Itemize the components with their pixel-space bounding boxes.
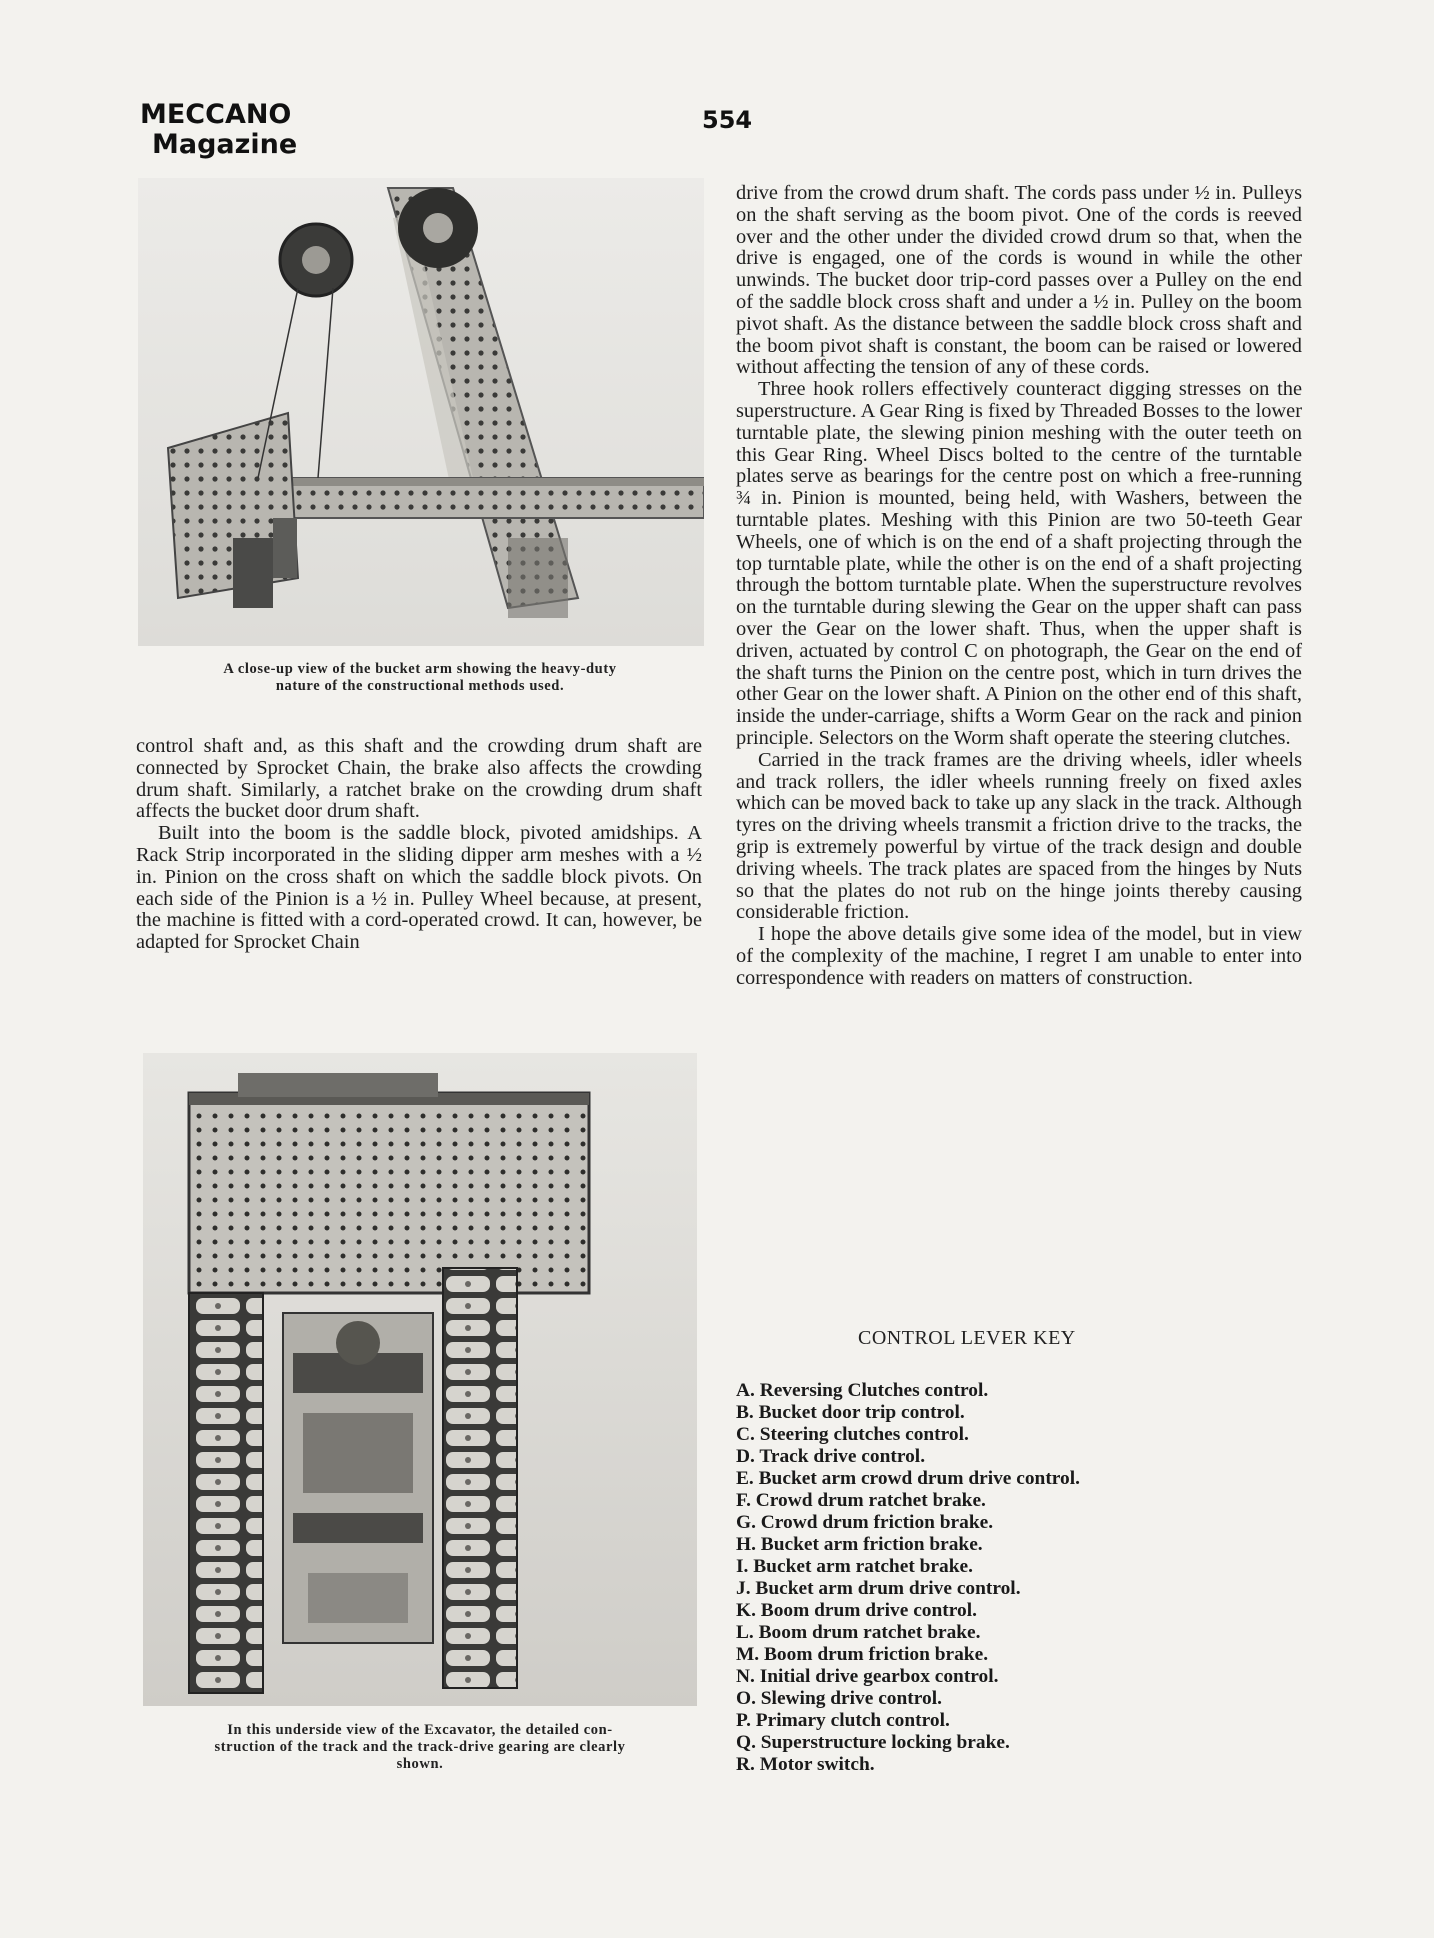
control-key-item: R. Motor switch. xyxy=(736,1754,875,1775)
paragraph: control shaft and, as this shaft and the crowding drum shaft are connected by Sprocket Chain, the brake also affects the crowding drum shaft. Similarly, a ratchet brake on the crowding drum shaft affects the bucket door drum shaft. xyxy=(136,735,702,823)
control-key-item: P. Primary clutch control. xyxy=(736,1710,950,1731)
bucket-arm-photo xyxy=(138,178,704,646)
caption-line: struction of the track and the track-drive gearing are clearly xyxy=(214,1739,626,1755)
caption-line: nature of the constructional methods used. xyxy=(275,678,565,694)
control-key-item: I. Bucket arm ratchet brake. xyxy=(736,1556,973,1577)
control-key-item: N. Initial drive gearbox control. xyxy=(736,1666,999,1687)
control-key-item: E. Bucket arm crowd drum drive control. xyxy=(736,1468,1080,1489)
control-key-item: C. Steering clutches control. xyxy=(736,1424,969,1445)
control-key-item: J. Bucket arm drum drive control. xyxy=(736,1578,1021,1599)
control-key-item: F. Crowd drum ratchet brake. xyxy=(736,1490,986,1511)
caption-line: A close-up view of the bucket arm showing the heavy-duty xyxy=(223,661,617,677)
control-key-item: K. Boom drum drive control. xyxy=(736,1600,977,1621)
masthead-subtitle: Magazine xyxy=(152,129,298,160)
paragraph: drive from the crowd drum shaft. The cords pass under ½ in. Pulleys on the shaft serving as the boom pivot. One of the cords is reeved over and the other under the divided crowd drum so that, when the drive is engaged, one of the cords is wound in while the other unwinds. The bucket door trip-cord passes over a Pulley on the end of the saddle block cross shaft and under a ½ in. Pulley on the boom pivot shaft. As the distance between the saddle block cross shaft and the boom pivot shaft is constant, the boom can be raised or lowered without affecting the tension of any of these cords. xyxy=(736,182,1302,379)
left-column xyxy=(136,736,702,954)
paragraph: Carried in the track frames are the driving wheels, idler wheels and track rollers, the idler wheels running freely on fixed axles which can be moved back to take up any slack in the track. Although tyres on the driving wheels transmit a friction drive to the tracks, the grip is extremely powerful by virtue of the track design and double driving wheels. The track plates are spaced from the hinges by Nuts so that the plates do not rub on the hinge joints thereby causing considerable friction. xyxy=(736,748,1302,924)
control-key-item: D. Track drive control. xyxy=(736,1446,926,1467)
paragraph: I hope the above details give some idea of the model, but in view of the complexity of the machine, I regret I am unable to enter into correspondence with readers on matters of construction. xyxy=(736,923,1302,989)
control-key-item: A. Reversing Clutches control. xyxy=(736,1380,989,1401)
caption-line: In this underside view of the Excavator, the detailed con- xyxy=(227,1722,613,1738)
caption-line: shown. xyxy=(396,1756,444,1772)
control-key-item: O. Slewing drive control. xyxy=(736,1688,942,1709)
right-column xyxy=(736,183,1302,989)
control-key-item: M. Boom drum friction brake. xyxy=(736,1644,989,1665)
control-key-title: CONTROL LEVER KEY xyxy=(858,1327,1076,1349)
paragraph: Three hook rollers effectively counteract digging stresses on the superstructure. A Gear Ring is fixed by Threaded Bosses to the lower turntable plate, the slewing pinion meshing with the outer teeth on this Gear Ring. Wheel Discs bolted to the centre of the turntable plates serve as bearings for the centre post on which a free-running ¾ in. Pinion is mounted, being held, with Washers, between the turntable plates. Meshing with this Pinion are two 50-teeth Gear Wheels, one of which is on the end of a shaft projecting through the top turntable plate, while the other is on the end of a shaft projecting through the bottom turntable plate. When the superstructure revolves on the turntable during slewing the Gear on the upper shaft can pass over the Gear on the lower shaft. Thus, when the upper shaft is driven, actuated by control C on photograph, the Gear on the end of the shaft turns the Pinion on the centre post, which in turn drives the other Gear on the lower shaft. A Pinion on the other end of this shaft, inside the under-carriage, shifts a Worm Gear on the rack and pinion principle. Selectors on the Worm shaft operate the steering clutches. xyxy=(736,378,1302,749)
masthead-title: MECCANO xyxy=(140,99,292,130)
control-key-list xyxy=(736,1380,1302,1776)
control-key-item: Q. Superstructure locking brake. xyxy=(736,1732,1010,1753)
excavator-underside-photo xyxy=(143,1053,697,1706)
masthead xyxy=(140,100,297,160)
paragraph: Built into the boom is the saddle block, pivoted amidships. A Rack Strip incorporated in the sliding dipper arm meshes with a ½ in. Pinion on the cross shaft on which the saddle block pivots. On each side of the Pinion is a ½ in. Pulley Wheel because, at present, the machine is fitted with a cord-operated crowd. It can, however, be adapted for Sprocket Chain xyxy=(136,822,702,954)
page-number: 554 xyxy=(702,106,753,134)
control-key-item: G. Crowd drum friction brake. xyxy=(736,1512,994,1533)
bucket-arm-caption xyxy=(130,661,710,695)
underside-caption xyxy=(130,1722,710,1773)
control-key-item: L. Boom drum ratchet brake. xyxy=(736,1622,981,1643)
control-key-item: B. Bucket door trip control. xyxy=(736,1402,965,1423)
control-key-item: H. Bucket arm friction brake. xyxy=(736,1534,983,1555)
